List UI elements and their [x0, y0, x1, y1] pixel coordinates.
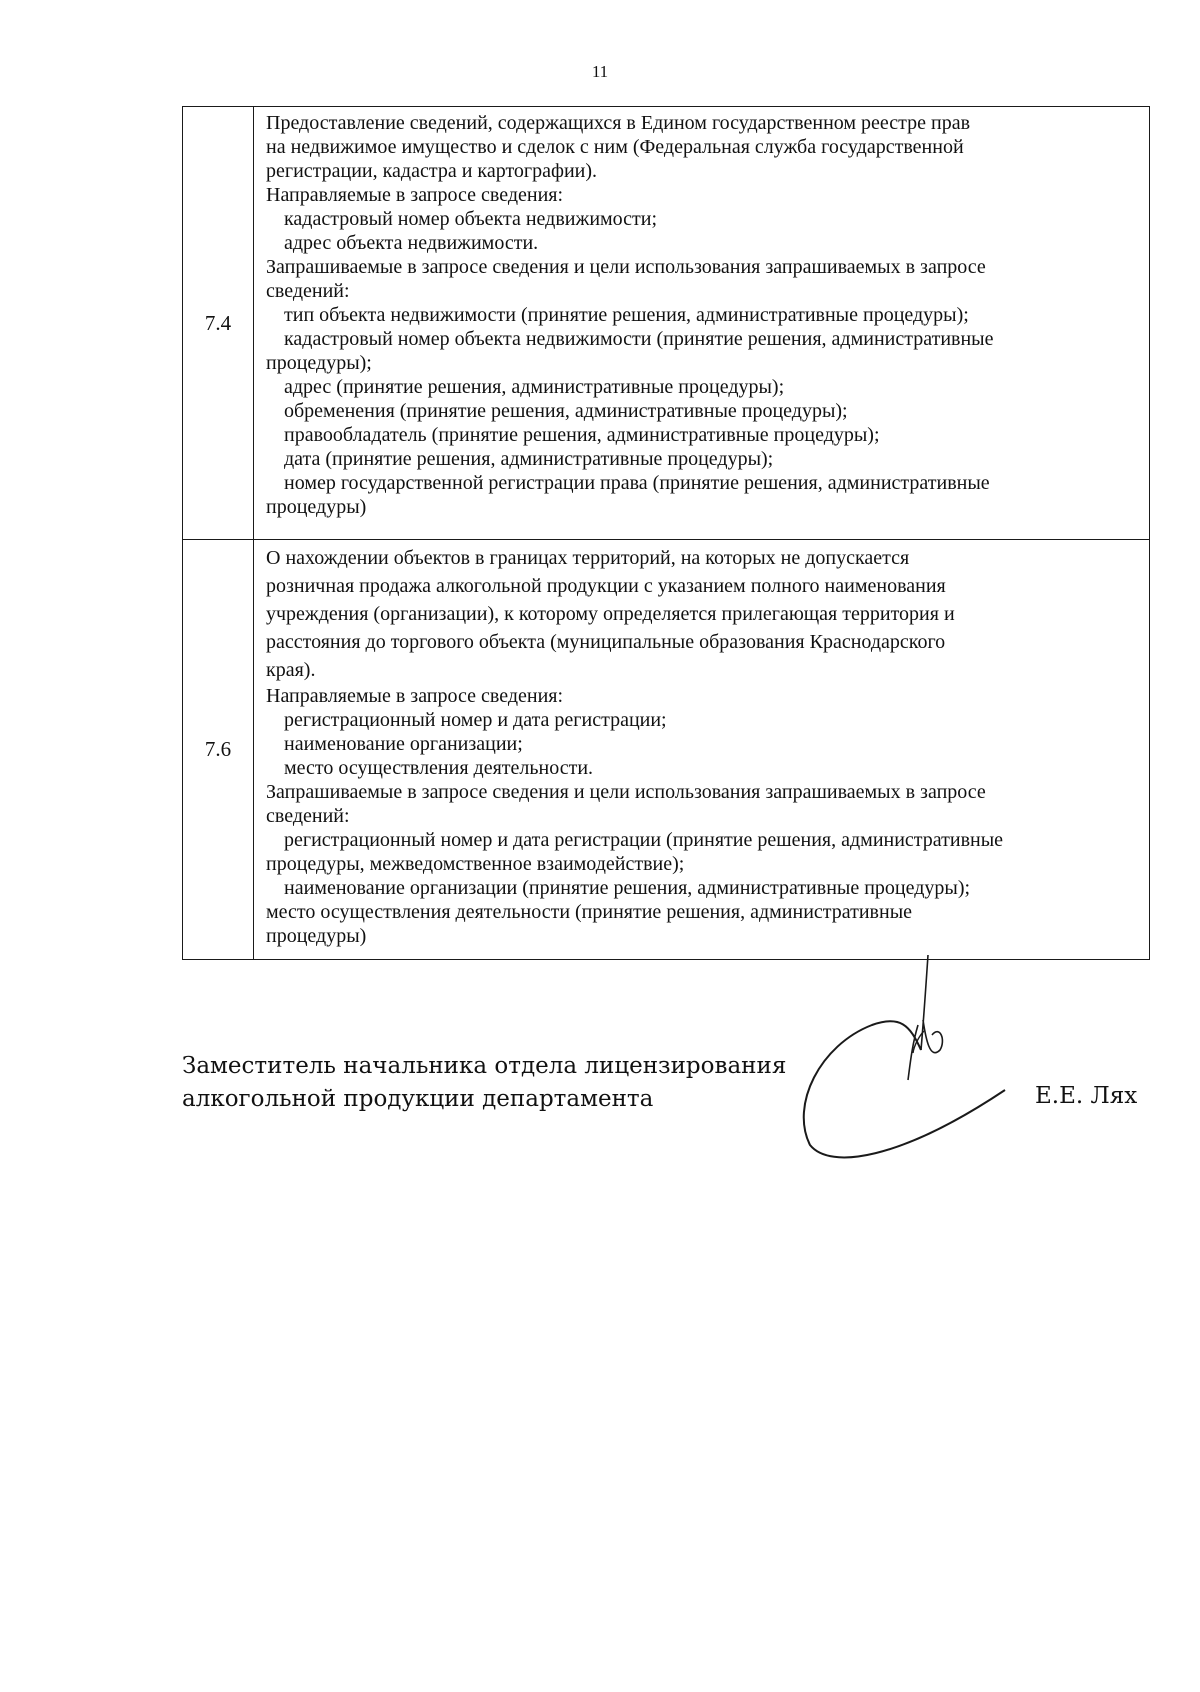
content-line: Предоставление сведений, содержащихся в Едином государственном реестре прав	[266, 112, 971, 134]
content-line: регистрации, кадастра и картографии).	[266, 160, 598, 182]
content-line: наименование организации (принятие решения, административные процедуры);	[284, 877, 971, 899]
row-content	[254, 107, 1150, 540]
content-line: на недвижимое имущество и сделок с ним (Федеральная служба государственной	[266, 136, 964, 158]
content-line: процедуры, межведомственное взаимодействие);	[266, 853, 685, 875]
table-row	[183, 107, 1150, 540]
content-line: правообладатель (принятие решения, административные процедуры);	[284, 424, 880, 446]
content-line: сведений:	[266, 280, 350, 302]
content-line: процедуры)	[266, 925, 367, 947]
table-row	[183, 540, 1150, 960]
content-line: О нахождении объектов в границах территорий, на которых не допускается	[266, 547, 910, 569]
content-line: кадастровый номер объекта недвижимости;	[284, 208, 658, 230]
content-line: адрес объекта недвижимости.	[284, 232, 539, 254]
content-line: адрес (принятие решения, административные процедуры);	[284, 376, 785, 398]
content-line: процедуры)	[266, 496, 367, 518]
signatory-position	[182, 1050, 786, 1116]
content-line: Направляемые в запросе сведения:	[266, 685, 564, 707]
content-line: регистрационный номер и дата регистрации;	[284, 709, 667, 731]
content-line: регистрационный номер и дата регистрации (принятие решения, административные	[284, 829, 1004, 851]
content-line: номер государственной регистрации права (принятие решения, административные	[284, 472, 990, 494]
signatory-position-line: алкогольной продукции департамента	[182, 1086, 654, 1112]
signatory-name: Е.Е. Лях	[1035, 1083, 1138, 1109]
content-line: сведений:	[266, 805, 350, 827]
content-line: место осуществления деятельности.	[284, 757, 594, 779]
content-line: Направляемые в запросе сведения:	[266, 184, 564, 206]
content-line: процедуры);	[266, 352, 372, 374]
content-line: расстояния до торгового объекта (муниципальные образования Краснодарского	[266, 631, 946, 653]
content-line: Запрашиваемые в запросе сведения и цели использования запрашиваемых в запросе	[266, 256, 986, 278]
content-line: тип объекта недвижимости (принятие решения, административные процедуры);	[284, 304, 969, 326]
content-line: наименование организации;	[284, 733, 523, 755]
content-line: розничная продажа алкогольной продукции с указанием полного наименования	[266, 575, 946, 597]
info-table	[182, 106, 1150, 960]
content-line: учреждения (организации), к которому определяется прилегающая территория и	[266, 603, 955, 625]
row-number: 7.6	[183, 540, 254, 960]
content-line: обременения (принятие решения, административные процедуры);	[284, 400, 848, 422]
content-line: Запрашиваемые в запросе сведения и цели использования запрашиваемых в запросе	[266, 781, 986, 803]
content-line: кадастровый номер объекта недвижимости (принятие решения, административные	[284, 328, 994, 350]
handwritten-signature	[790, 955, 1020, 1175]
content-line: дата (принятие решения, административные процедуры);	[284, 448, 774, 470]
content-line: место осуществления деятельности (принятие решения, административные	[266, 901, 913, 923]
page-number: 11	[591, 62, 609, 81]
signatory-position-line: Заместитель начальника отдела лицензирования	[182, 1053, 787, 1079]
content-line: края).	[266, 659, 316, 681]
row-number: 7.4	[183, 107, 254, 540]
row-content	[254, 540, 1150, 960]
